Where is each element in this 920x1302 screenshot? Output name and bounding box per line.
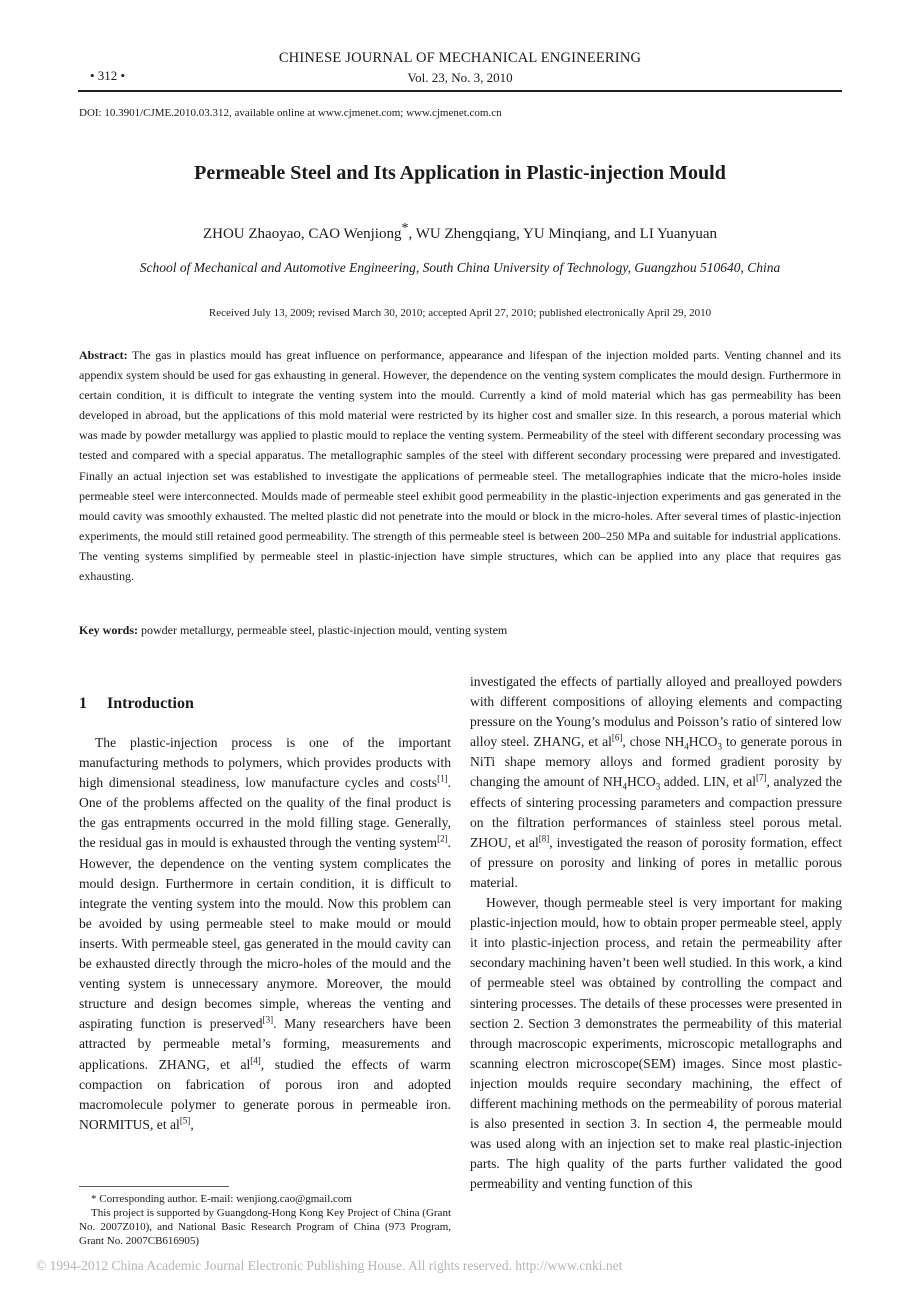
keywords-text: powder metallurgy, permeable steel, plastic-injection mould, venting system xyxy=(141,623,508,637)
text-run: , studied the effects of warm compaction on fabrication of porous iron and adopted macromolecule polymer to generate porous in permeable iron. NORMITUS, et al xyxy=(79,1056,451,1132)
section-title: Introduction xyxy=(107,695,194,712)
citation-ref[interactable]: [8] xyxy=(538,833,550,844)
intro-paragraph-1-continued xyxy=(470,672,842,893)
footnote-rule xyxy=(79,1186,229,1187)
subscript: 4 xyxy=(622,782,627,793)
received-dates: Received July 13, 2009; revised March 30, 2010; accepted April 27, 2010; published electronically April 29, 2010 xyxy=(208,307,712,319)
paper-title: Permeable Steel and Its Application in Plastic-injection Mould xyxy=(194,162,726,184)
journal-issue: Vol. 23, No. 3, 2010 xyxy=(407,70,513,85)
citation-ref[interactable]: [7] xyxy=(756,772,767,783)
text-run: HCO xyxy=(626,774,656,790)
text-run: to generate porous in NiTi shape memory alloys and formed gradient porosity by changing the amount of NH xyxy=(470,734,842,790)
keywords xyxy=(79,623,841,638)
text-run: HCO xyxy=(688,734,718,750)
text-run: , xyxy=(190,1116,194,1132)
citation-ref[interactable]: [2] xyxy=(437,833,448,844)
text-run: added. LIN, et al xyxy=(660,774,757,790)
citation-ref[interactable]: [6] xyxy=(611,732,623,743)
text-run: , chose NH xyxy=(622,734,685,750)
author-list xyxy=(0,221,920,243)
page-number: • 312 • xyxy=(90,68,126,83)
intro-paragraph-1 xyxy=(79,733,451,1135)
funding-note: This project is supported by Guangdong-Hong Kong Key Project of China (Grant No. 2007Z010), and National Basic Research Program of China (973 Program, Grant No. 2007CB616905) xyxy=(79,1207,451,1247)
text-run: , investigated the reason of porosity formation, effect of pressure on porosity and linking of pores in metallic porous material. xyxy=(470,834,843,890)
text-run: . However, the dependence on the venting system complicates the mould design. Furthermore in certain condition, it is difficult to integrate the venting system into the mould. Now this problem can be avoided by using permeable steel to make mould or mould inserts. With permeable steel, gas generated in the mould cavity can be exhausted directly through the micro-holes of the mould and the venting system is unnecessary anymore. Moreover, the mould structure and design becomes simple, whereas the venting and aspirating function is preserved xyxy=(79,835,451,1032)
citation-ref[interactable]: [5] xyxy=(179,1115,191,1126)
subscript: 3 xyxy=(717,742,722,752)
footnotes xyxy=(79,1192,451,1248)
header-rule xyxy=(78,90,842,92)
left-column xyxy=(79,733,451,1135)
text-run: investigated the effects of partially alloyed and prealloyed powders with different compositions of alloying elements and compacting pressure on the Young’s modulus and Poisson’s ratio of sintered low alloy steel. ZHANG, et al xyxy=(470,674,842,750)
text-run: . One of the problems affected on the quality of the final product is the gas entrapments occurred in the mold filling stage. Generally, the residual gas in mould is exhausted through the venting system xyxy=(79,775,451,851)
authors-first: ZHOU Zhaoyao, CAO Wenjiong xyxy=(202,226,402,242)
right-column xyxy=(470,672,842,1194)
text-run: . Many researchers have been attracted by permeable metal’s forming, measurements and applications. ZHANG, et al xyxy=(79,1016,451,1072)
intro-paragraph-2: However, though permeable steel is very important for making plastic-injection mould, how to obtain proper permeable steel, apply it into plastic-injection process, and retain the permeability after secondary machining haven’t been well studied. In this work, a kind of permeable steel was obtained by controlling the compact and sintering processes. The details of these processes were presented in section 2. Section 3 demonstrates the permeability of this material through macroscopic experiments, microscopic metallographs and scanning electron microscope(SEM) images. Since most plastic-injection moulds require secondary machining, the effect of different machining methods on the permeability of porous material is also presented in section 3. In section 4, the permeable mould was used along with an injection set to make real plastic-injection parts. The high quality of the parts further validated the good permeability and venting function of this xyxy=(470,895,842,1192)
abstract-text: The gas in plastics mould has great influence on performance, appearance and lifespan of the injection molded parts. Venting channel and its appendix system should be used for gas exhausting in general. However, the dependence on the venting system complicates the mould design. Furthermore in certain condition, it is difficult to integrate the venting system into the mould. Currently a kind of mold material which has gas permeability has been developed in abroad, but the applications of this mold material were restricted by its higher cost and smaller size. In this research, a porous material which was made by powder metallurgy was applied to plastic mould to replace the venting system. Permeability of the steel with different secondary processing was tested and compared with a special apparatus. The metallographic samples of the steel with different secondary processing were prepared and investigated. Finally an actual injection set was established to investigate the applications of permeable steel. The metallographies indicate that the micro-holes inside permeable steel were interconnected. Moulds made of permeable steel exhibit good permeability in the plastic-injection experiments and gas generated in the mould cavity was smoothly exhausted. The melted plastic did not penetrate into the mould or block in the micro-holes. After several times of plastic-injection experiments, the mould still retained good permeability. The strength of this permeable steel is between 200–250 MPa and suitable for industrial applications. The venting systems simplified by permeable steel in plastic-injection have simple structures, which can be applied into any place that requires gas exhausting. xyxy=(79,348,841,584)
subscript: 4 xyxy=(684,742,689,752)
doi-line: DOI: 10.3901/CJME.2010.03.312, available online at www.cjmenet.com; www.cjmenet.com.cn xyxy=(79,107,502,119)
copyright-watermark: © 1994-2012 China Academic Journal Electronic Publishing House. All rights reserved. http://www.cnki.net xyxy=(36,1258,623,1273)
keywords-label: Key words: xyxy=(79,623,138,637)
subscript: 3 xyxy=(655,782,661,793)
section-number: 1 xyxy=(79,695,87,712)
citation-ref[interactable]: [1] xyxy=(437,773,448,784)
citation-ref[interactable]: [3] xyxy=(262,1014,274,1025)
affiliation: School of Mechanical and Automotive Engineering, South China University of Technology, Guangzhou 510640, China xyxy=(139,260,781,275)
journal-title: CHINESE JOURNAL OF MECHANICAL ENGINEERING xyxy=(278,50,642,66)
authors-rest: , WU Zhengqiang, YU Minqiang, and LI Yuanyuan xyxy=(408,226,718,242)
corresponding-star: * xyxy=(401,221,409,236)
corresponding-author-note: * Corresponding author. E-mail: wenjiong.cao@gmail.com xyxy=(91,1193,352,1205)
section-heading-introduction xyxy=(79,695,194,713)
text-run: The plastic-injection process is one of the important manufacturing methods to polymers, which provides products with high dimensional steadiness, low manufacture cycles and costs xyxy=(79,735,451,791)
citation-ref[interactable]: [4] xyxy=(250,1054,261,1065)
text-run: , analyzed the effects of sintering processing parameters and compaction pressure on the filtration performances of stainless steel porous metal. ZHOU, et al xyxy=(470,774,842,850)
abstract-label: Abstract: xyxy=(79,348,128,362)
abstract xyxy=(79,345,841,586)
